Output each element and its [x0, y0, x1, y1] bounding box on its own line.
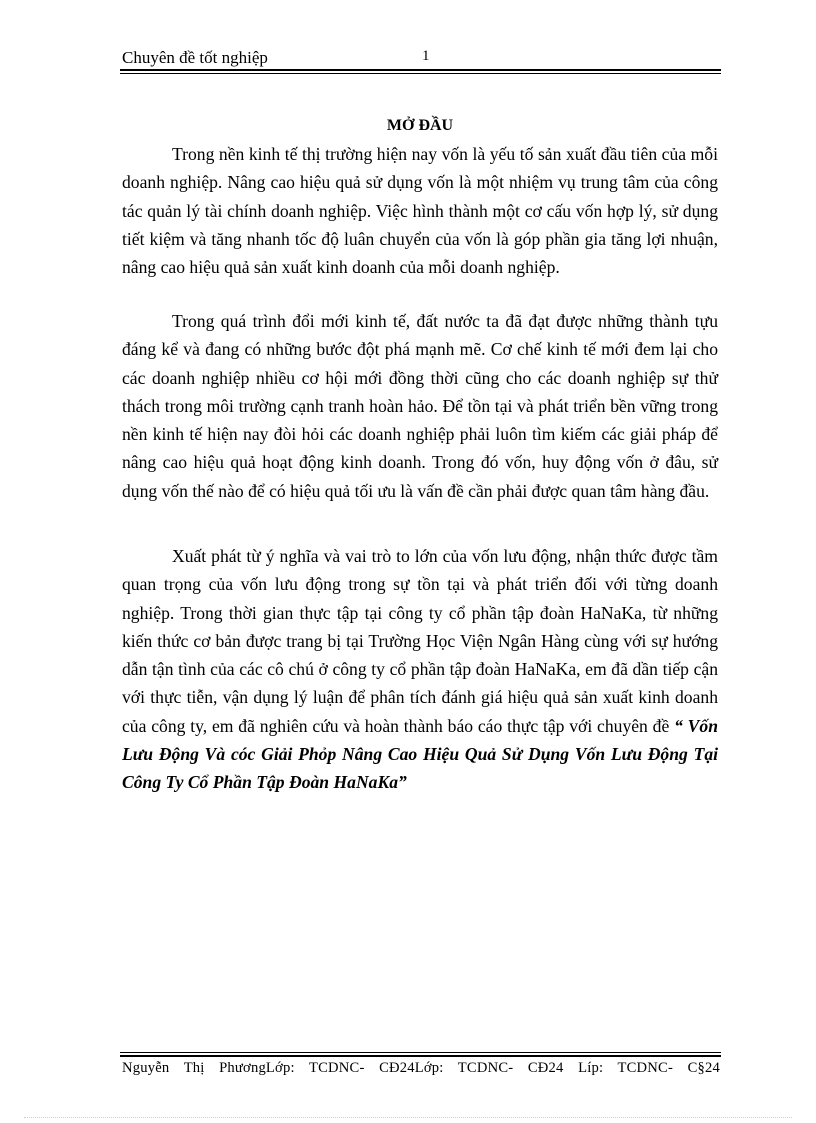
footer-text: Nguyễn Thị PhươngLớp: TCDNC- CĐ24Lớp: TCDNC- CĐ24 Líp: TCDNC- C§24: [122, 1060, 720, 1076]
footer-rule: [120, 1052, 721, 1053]
header-title: Chuyên đề tốt nghiệp: [122, 48, 268, 67]
paragraph-1-block: [122, 140, 718, 281]
paragraph-3: [122, 542, 718, 797]
paragraph-2: Trong quá trình đổi mới kinh tế, đất nước ta đã đạt được những thành tựu đáng kể và đang có những bước đột phá mạnh mẽ. Cơ chế kinh tế mới đem lại cho các doanh nghiệp nhiều cơ hội mới đồng thời cũng cho các doanh nghiệp sự thử thách trong môi trường cạnh tranh hoàn hảo. Để tồn tại và phát triển bền vững trong nền kinh tế hiện nay đòi hỏi các doanh nghiệp phải luôn tìm kiếm các giải pháp để nâng cao hiệu quả hoạt động kinh doanh. Trong đó vốn, huy động vốn ở đâu, sử dụng vốn thế nào để có hiệu quả tối ưu là vấn đề cần phải được quan tâm hàng đầu.: [122, 311, 718, 501]
thesis-title: “ Vốn Lưu Động Và cóc Giải Phỏp Nâng Cao Hiệu Quả Sử Dụng Vốn Lưu Động Tại Công Ty Cổ Phần Tập Đoàn HaNaKa”: [122, 715, 719, 793]
section-heading: MỞ ĐẦU: [386, 117, 454, 134]
header-rule: [120, 69, 721, 71]
header-rule-inner: [120, 73, 721, 74]
paragraph-1: Trong nền kinh tế thị trường hiện nay vốn là yếu tố sản xuất đầu tiên của mỗi doanh nghiệp. Nâng cao hiệu quả sử dụng vốn là một nhiệm vụ trung tâm của công tác quản lý tài chính doanh nghiệp. Việc hình thành một cơ cấu vốn hợp lý, sử dụng tiết kiệm và tăng nhanh tốc độ luân chuyển của vốn là góp phần gia tăng lợi nhuận, nâng cao hiệu quả sản xuất kinh doanh của mỗi doanh nghiệp.: [122, 144, 718, 278]
page-number: 1: [422, 48, 430, 64]
paragraph-2-block: [122, 307, 718, 505]
paragraph-3-block: [122, 542, 718, 797]
paragraph-3-text: Xuất phát từ ý nghĩa và vai trò to lớn của vốn lưu động, nhận thức được tầm quan trọng của vốn lưu động trong sự tồn tại và phát triển đối với từng doanh nghiệp. Trong thời gian thực tập tại công ty cổ phần tập đoàn HaNaKa, từ những kiến thức cơ bản được trang bị tại Trường Học Viện Ngân Hàng cùng với sự hướng dẫn tận tình của các cô chú ở công ty cổ phần tập đoàn HaNaKa, em đã dần tiếp cận với thực tiễn, vận dụng lý luận để phân tích đánh giá hiệu quả sản xuất kinh doanh của công ty, em đã nghiên cứu và hoàn thành báo cáo thực tập với chuyên đề: [122, 546, 718, 736]
page-bottom-border: [24, 1117, 792, 1118]
footer-rule-inner: [120, 1055, 721, 1057]
